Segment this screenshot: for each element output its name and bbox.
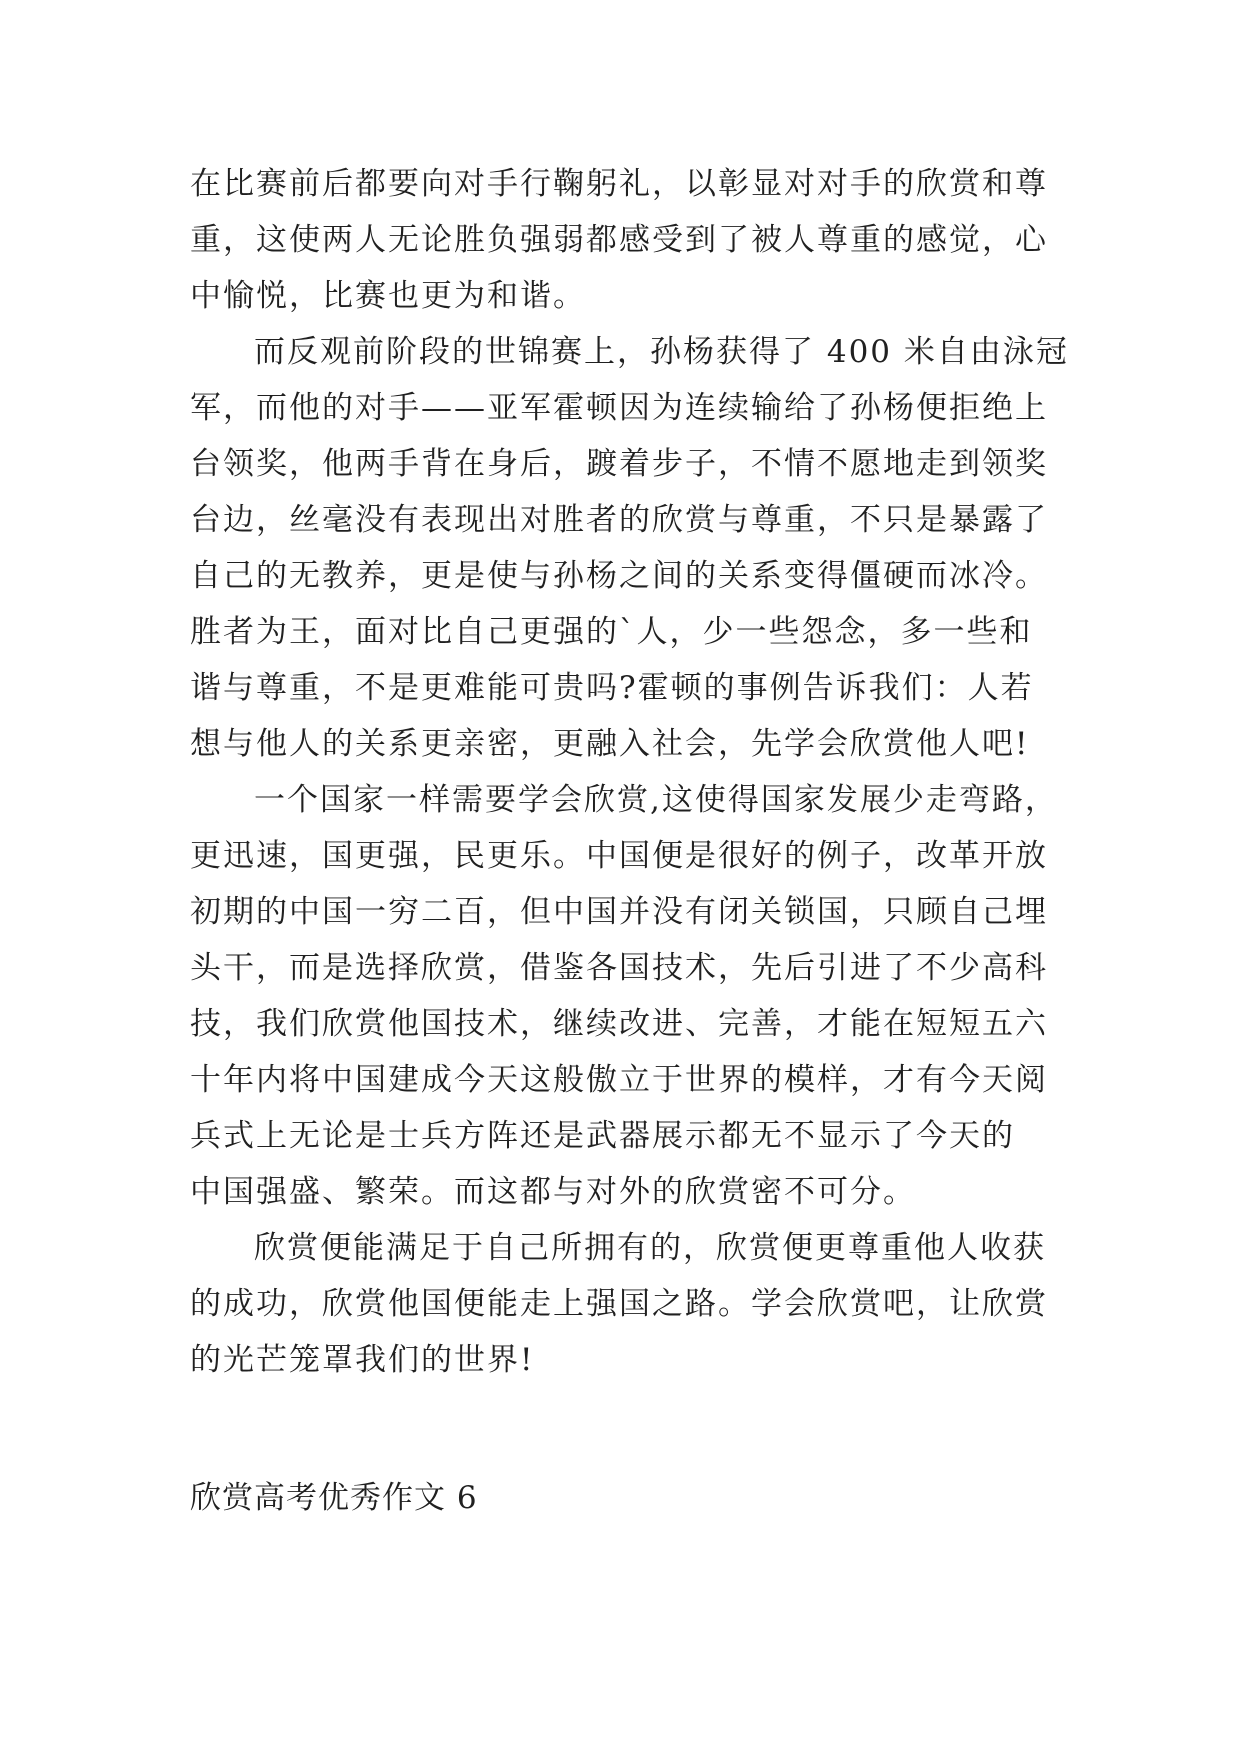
text-line: 而反观前阶段的世锦赛上，孙杨获得了 400 米自由泳冠 — [254, 334, 1069, 370]
text-line: 中愉悦，比赛也更为和谐。 — [190, 278, 586, 314]
text-line: 自己的无教养，更是使与孙杨之间的关系变得僵硬而冰冷。 — [190, 558, 1048, 594]
text-line: 台领奖，他两手背在身后，踱着步子，不情不愿地走到领奖 — [190, 446, 1048, 482]
text-line: 更迅速，国更强，民更乐。中国便是很好的例子，改革开放 — [190, 838, 1048, 874]
text-line: 在比赛前后都要向对手行鞠躬礼，以彰显对对手的欣赏和尊 — [190, 166, 1048, 202]
text-line: 台边，丝毫没有表现出对胜者的欣赏与尊重，不只是暴露了 — [190, 502, 1048, 538]
next-essay-title: 欣赏高考优秀作文 6 — [190, 1480, 478, 1516]
text-line: 中国强盛、繁荣。而这都与对外的欣赏密不可分。 — [190, 1174, 916, 1210]
text-line: 的成功，欣赏他国便能走上强国之路。学会欣赏吧，让欣赏 — [190, 1286, 1048, 1322]
text-line: 技，我们欣赏他国技术，继续改进、完善，才能在短短五六 — [190, 1006, 1048, 1042]
text-line: 初期的中国一穷二百，但中国并没有闭关锁国，只顾自己埋 — [190, 894, 1048, 930]
text-line: 想与他人的关系更亲密，更融入社会，先学会欣赏他人吧! — [190, 726, 1030, 762]
text-line: 十年内将中国建成今天这般傲立于世界的模样，才有今天阅 — [190, 1062, 1048, 1098]
text-line: 军，而他的对手——亚军霍顿因为连续输给了孙杨便拒绝上 — [190, 390, 1048, 426]
text-line: 重，这使两人无论胜负强弱都感受到了被人尊重的感觉，心 — [190, 222, 1048, 258]
text-line: 头干，而是选择欣赏，借鉴各国技术，先后引进了不少高科 — [190, 950, 1048, 986]
text-line: 兵式上无论是士兵方阵还是武器展示都无不显示了今天的 — [190, 1118, 1015, 1154]
text-line: 谐与尊重，不是更难能可贵吗?霍顿的事例告诉我们：人若 — [190, 670, 1034, 706]
text-line: 欣赏便能满足于自己所拥有的，欣赏便更尊重他人收获 — [254, 1230, 1046, 1266]
text-line: 的光芒笼罩我们的世界! — [190, 1342, 535, 1378]
text-line: 一个国家一样需要学会欣赏,这使得国家发展少走弯路， — [254, 782, 1058, 818]
text-line: 胜者为王，面对比自己更强的`人，少一些怨念，多一些和 — [190, 614, 1033, 650]
